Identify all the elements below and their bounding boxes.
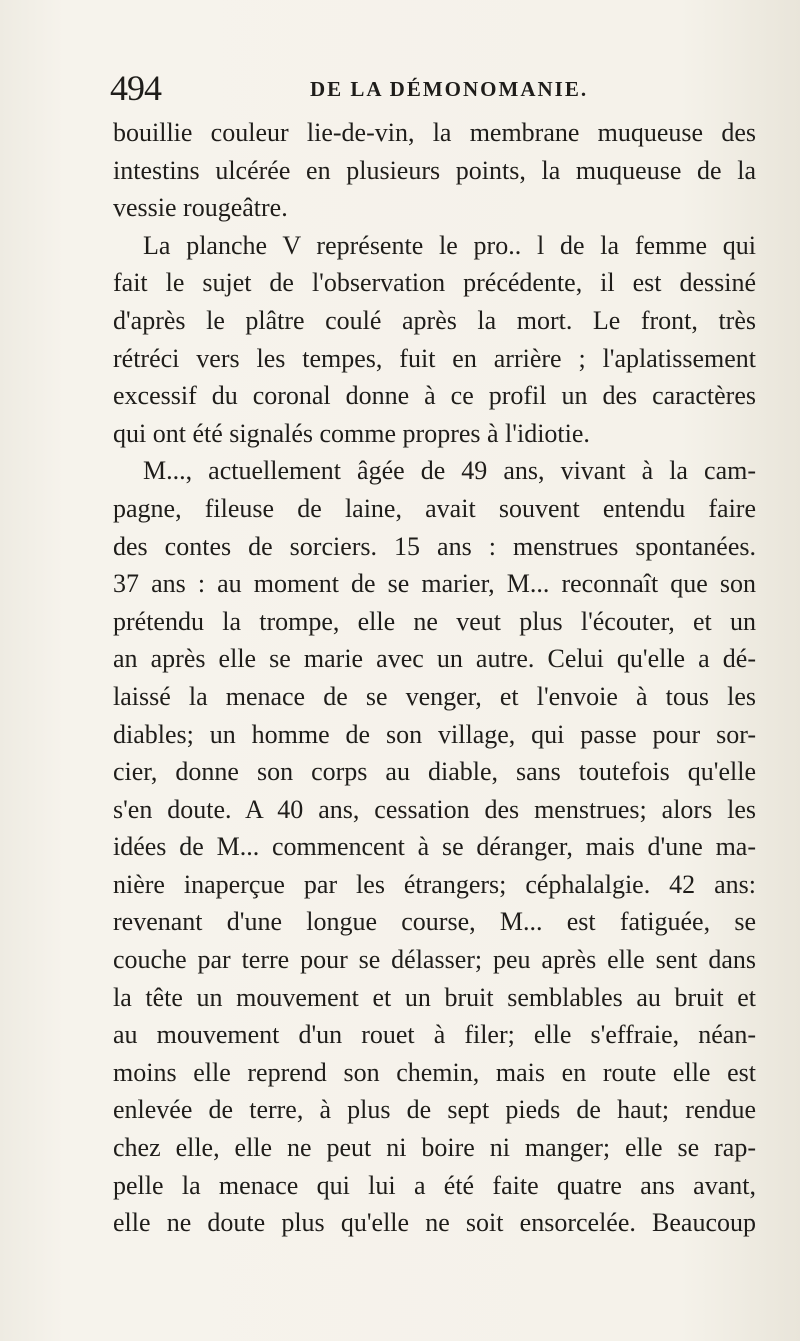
text-line: La planche V représente le pro.. l de la femme qui [143, 230, 756, 260]
text-line: revenant d'une longue course, M... est fatiguée, se [113, 907, 756, 937]
text-line: fait le sujet de l'observation précédente, il est dessiné [113, 268, 756, 298]
body-text [113, 114, 756, 1242]
text-line: an après elle se marie avec un autre. Celui qu'elle a dé- [113, 644, 756, 674]
text-line: excessif du coronal donne à ce profil un des caractères [113, 381, 756, 411]
text-line: d'après le plâtre coulé après la mort. Le front, très [113, 305, 756, 335]
running-title: DE LA DÉMONOMANIE. [310, 77, 589, 101]
text-line: vessie rougeâtre. [113, 193, 288, 223]
text-line: M..., actuellement âgée de 49 ans, vivant à la cam- [143, 456, 756, 486]
text-line: pagne, fileuse de laine, avait souvent entendu faire [113, 493, 756, 523]
text-line: la tête un mouvement et un bruit semblables au bruit et [113, 982, 756, 1012]
running-head [110, 66, 770, 110]
text-line: pelle la menace qui lui a été faite quatre ans avant, [113, 1170, 756, 1200]
text-line: laissé la menace de se venger, et l'envoie à tous les [113, 681, 756, 711]
text-line: diables; un homme de son village, qui passe pour sor- [113, 719, 756, 749]
text-line: rétréci vers les tempes, fuit en arrière ; l'aplatissement [113, 343, 756, 373]
text-line: elle ne doute plus qu'elle ne soit ensorcelée. Beaucoup [113, 1208, 756, 1238]
text-line: couche par terre pour se délasser; peu après elle sent dans [113, 945, 756, 975]
text-line: nière inaperçue par les étrangers; céphalalgie. 42 ans: [113, 869, 756, 899]
text-line: qui ont été signalés comme propres à l'idiotie. [113, 418, 590, 448]
page-number: 494 [110, 68, 161, 108]
text-line: cier, donne son corps au diable, sans toutefois qu'elle [113, 757, 756, 787]
text-line: au mouvement d'un rouet à filer; elle s'effraie, néan- [113, 1020, 756, 1050]
text-line: idées de M... commencent à se déranger, mais d'une ma- [113, 832, 756, 862]
text-line: prétendu la trompe, elle ne veut plus l'écouter, et un [113, 606, 756, 636]
text-line: bouillie couleur lie-de-vin, la membrane muqueuse des [113, 118, 756, 147]
text-line: s'en doute. A 40 ans, cessation des menstrues; alors les [113, 794, 756, 824]
text-line: intestins ulcérée en plusieurs points, la muqueuse de la [113, 155, 756, 185]
text-line: des contes de sorciers. 15 ans : menstrues spontanées. [113, 531, 756, 561]
text-line: chez elle, elle ne peut ni boire ni manger; elle se rap- [113, 1133, 756, 1163]
text-line: enlevée de terre, à plus de sept pieds de haut; rendue [113, 1095, 756, 1125]
text-line: 37 ans : au moment de se marier, M... reconnaît que son [113, 569, 756, 599]
text-line: moins elle reprend son chemin, mais en route elle est [113, 1057, 756, 1087]
